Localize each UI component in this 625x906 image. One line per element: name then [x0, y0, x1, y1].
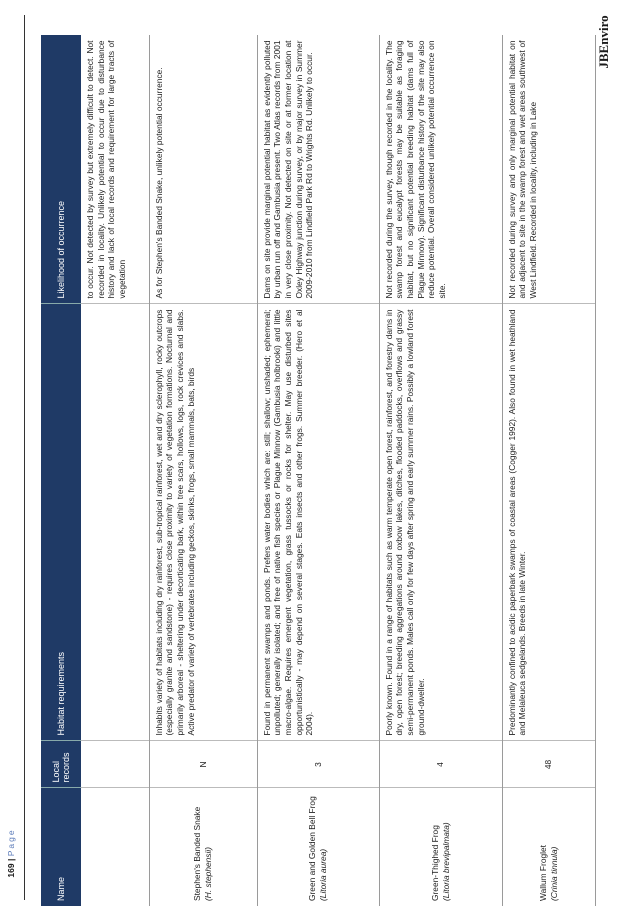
table-region	[41, 35, 596, 906]
table-header-row	[41, 35, 81, 906]
records-cell: N	[149, 741, 257, 788]
footer-rule	[24, 15, 25, 900]
species-scientific-name: (H. stephensii)	[203, 847, 213, 901]
likelihood-cell: As for Stephen's Banded Snake, unlikely potential occurrence.	[149, 35, 257, 304]
table-row	[502, 35, 596, 906]
records-cell	[81, 741, 149, 788]
species-common-name: Wallum Froglet	[538, 845, 549, 901]
records-cell: 3	[257, 741, 379, 788]
habitat-cell: Predominantly confined to acidic paperbark swamps of coastal areas (Cogger 1992). Also found in wet heathland and Melaleuca sedgelands. Breeds in late Winter.	[502, 304, 596, 741]
table-row	[149, 35, 257, 906]
species-common-name: Stephen's Banded Snake	[192, 806, 203, 901]
species-common-name: Green-Thighed Frog	[429, 825, 440, 901]
table-row	[81, 35, 149, 906]
records-cell: 4	[379, 741, 502, 788]
habitat-cell	[81, 304, 149, 741]
page-footer	[2, 808, 20, 898]
species-name-cell	[379, 788, 502, 906]
habitat-cell: Found in permanent swamps and ponds. Prefers water bodies which are: still; shallow; unshaded; ephemeral; unpolluted; generally isolated; and free of native fish species or Plague Minnow (Gambusia holbrooki) and little macro-algae. Requires emergent vegetation, grass tussocks or rocks for shelter. May use disturbed sites opportunistically - may depend on several stages. Eats insects and other frogs. Summer breeder. (Hero et al 2004).	[257, 304, 379, 741]
species-common-name: Green and Golden Bell Frog	[307, 796, 318, 901]
header-habitat: Habitat requirements	[41, 304, 81, 741]
species-table	[41, 35, 596, 906]
species-name-cell	[257, 788, 379, 906]
records-cell: 48	[502, 741, 596, 788]
likelihood-cell: Not recorded during survey and only marginal potential habitat on and adjacent to site in the swamp forest and wet areas southwest of West Lindfield. Recorded in locality, including in Lake	[502, 35, 596, 304]
footer-separator: |	[6, 858, 16, 862]
species-scientific-name: (Litoria brevipalmata)	[440, 822, 451, 901]
table-row	[257, 35, 379, 906]
header-local-records: Local records	[41, 741, 81, 788]
page-label: Page	[6, 828, 16, 857]
species-name-cell	[502, 788, 596, 906]
species-scientific-name: (Litoria aurea)	[318, 848, 328, 901]
habitat-cell: Poorly known. Found in a range of habitats such as warm temperate open forest, rainforest, and forestry dams in dry, open forest; breeding aggregations around oxbow lakes, ditches, flooded paddocks, overflows and grassy semi-permanent ponds. Males call only for few days after spring and early summer rains. Possibly a lowland forest ground-dweller.	[379, 304, 502, 741]
page-number: 169	[6, 863, 16, 878]
species-name-cell	[149, 788, 257, 906]
species-name-cell	[81, 788, 149, 906]
table-row	[379, 35, 502, 906]
likelihood-cell: Dams on site provide marginal potential habitat as evidently polluted by urban run off and Gambusia present. Two Atlas records from 2001 in very close proximity. Not detected on site or at former location at Oxley Highway junction during survey, or by major survey in Summer 2009-2010 from Lindfield Park Rd to Wrights Rd. Unlikely to occur.	[257, 35, 379, 304]
likelihood-cell: Not recorded during the survey, though recorded in the locality. The swamp forest and eucalypt forests may be suitable as foraging habitat, but no significant potential breeding habitat (dams full of Plague Minnow). Significant disturbance history of the site may also reduce potential. Overall considered unlikely potential occurrence on site.	[379, 35, 502, 304]
header-likelihood: Likelihood of occurrence	[41, 35, 81, 304]
brand-name: JBEnviro	[596, 15, 611, 69]
species-scientific-name: (Crinia tinnula)	[548, 846, 559, 901]
likelihood-cell: to occur. Not detected by survey but extremely difficult to detect. Not recorded in locality. Unlikely potential to occur due to disturbance history and lack of local records and requirement for large tracts of vegetation	[81, 35, 149, 304]
habitat-cell: Inhabits variety of habitats including dry rainforest, sub-tropical rainforest, wet and dry sclerophyll, rocky outcrops (especially granite and sandstone) - requires close proximity to variety of vegetation formations. Nocturnal and primarily arboreal - sheltering under decorticating bark, within tree scars, hollows, logs, rock crevices and slabs. Active predator of variety of vertebrates including geckos, skinks, frogs, small mammals, bats, birds	[149, 304, 257, 741]
header-name: Name	[41, 788, 81, 906]
rotated-page-content	[41, 35, 596, 906]
